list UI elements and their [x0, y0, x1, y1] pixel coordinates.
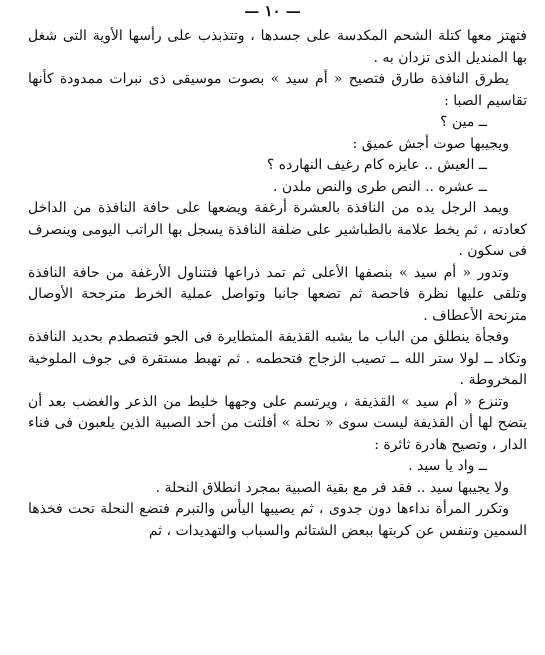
paragraph: يطرق النافذة طارق فتصيح « أم سيد » بصوت موسيقى ذى نبرات ممدودة كأنها تقاسيم الصبا :	[28, 71, 527, 109]
paragraph: وتنزع « أم سيد » القذيفة ، ويرتسم على وجهها خليط من الذعر والغضب بعد أن يتضح لها أن القذيفة ليست سوى « نحلة » أفلتت من أحد الصبية الذين يلعبون فى فناء الدار ، وتصيح هادرة ثائرة :	[28, 393, 527, 453]
dialogue-line: ــ العيش .. عايزه كام رغيف النهارده ؟	[266, 157, 487, 173]
paragraph: وفجأة ينطلق من الباب ما يشبه القذيفة المتطايرة فى الجو فتصطدم بحديد النافذة وتكاد ــ لولا ستر الله ــ تصيب الزجاج فتحطمه . ثم تهبط مستقرة فى جوف الملوخية المخروطة .	[28, 329, 527, 388]
paragraph: ويمد الرجل يده من النافذة بالعشرة أرغفة ويضعها على حافة النافذة من الداخل كعادته ، ثم يخط علامة بالطباشير على ضلفة النافذة يسجل بها الراتب اليومى وينصرف فى سكون .	[28, 200, 527, 259]
dialogue-line: ــ عشره .. النص طرى والنص ملدن .	[272, 178, 487, 195]
paragraph: ولا يجيبها سيد .. فقد فر مع بقية الصبية بمجرد انطلاق النحلة .	[155, 479, 509, 496]
dialogue-line: ــ واد يا سيد .	[408, 458, 487, 474]
paragraph: فتهتز معها كتلة الشحم المكدسة على جسدها ، وتتذبذب على رأسها الأوية التى شغل بها المنديل الذى تزدان به .	[28, 28, 527, 66]
paragraph: ويجيبها صوت أجش عميق :	[352, 135, 509, 152]
page-body	[28, 26, 527, 542]
paragraph: وتكرر المرأة نداءها دون جدوى ، ثم يصيبها اليأس والتبرم فتضع النحلة تحت فخذها السمين وتنفس عن كربتها ببعض الشتائم والسباب والتهديدات ، ثم	[28, 501, 527, 539]
page-number: — ١٠ —	[244, 2, 301, 20]
paragraph: وتدور « أم سيد » بنصفها الأعلى ثم تمد ذراعها فتتناول الأرغفة من حافة النافذة وتلقى عليها نظرة فاحصة ثم تضعها جانبا وتواصل عملية الخرط مترجحة الأوصال مترنحة الأعطاف .	[28, 264, 527, 324]
dialogue-line: ــ مين ؟	[440, 114, 487, 130]
